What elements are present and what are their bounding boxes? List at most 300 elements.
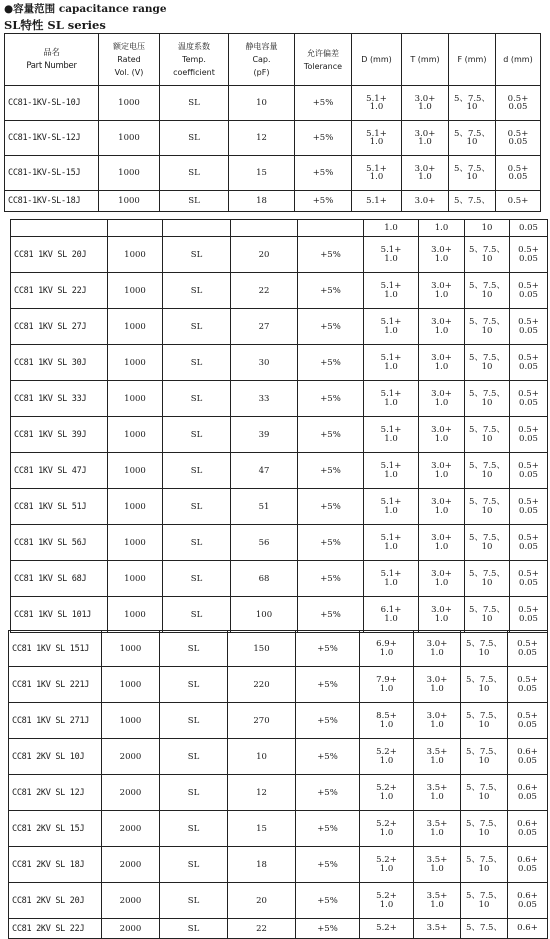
- t-dimension-cell-tolerance: 1.0: [430, 647, 444, 658]
- carry-over-row: [11, 220, 548, 237]
- t-dimension-cell: [414, 811, 461, 847]
- temp-coefficient-cell: SL: [163, 417, 231, 453]
- table-row: [11, 381, 548, 417]
- f-spacing-cell: [449, 121, 496, 156]
- d-dimension-cell: [364, 345, 419, 381]
- capacitance-cell: 20: [228, 883, 296, 919]
- t-dimension-cell-value: 3.5+: [426, 855, 448, 865]
- capacitance-cell: 12: [228, 775, 296, 811]
- d-dimension-cell: [364, 453, 419, 489]
- table-body-1: [5, 86, 541, 212]
- d-dimension-cell-value: 5.1+: [380, 281, 402, 291]
- f-spacing-cell-value: 5、7.5、: [454, 128, 490, 139]
- temp-coefficient-cell: SL: [160, 739, 228, 775]
- f-spacing-cell-tolerance: 10: [478, 647, 490, 658]
- f-spacing-cell: [461, 883, 508, 919]
- t-dimension-cell-tolerance: 1.0: [418, 102, 432, 112]
- lead-diameter-cell-tolerance: 0.05: [519, 613, 538, 624]
- section-title: ●容量范围 capacitance range: [4, 3, 167, 15]
- lead-diameter-cell-value: 0.5+: [507, 195, 529, 206]
- d-dimension-cell: [360, 739, 414, 775]
- table-row: [9, 847, 548, 883]
- rated-voltage-cell: 2000: [102, 847, 160, 883]
- capacitance-cell: 39: [231, 417, 298, 453]
- d-dimension-cell-tolerance: 1.0: [379, 647, 394, 658]
- carry-lead-d: 0.05: [510, 220, 548, 237]
- f-spacing-cell-value: 5、7.5、: [454, 195, 490, 206]
- t-dimension-cell: [419, 345, 465, 381]
- lead-diameter-cell-value: 0.5+: [518, 281, 539, 291]
- lead-diameter-cell: [508, 811, 548, 847]
- d-dimension-cell-tolerance: 1.0: [379, 899, 394, 910]
- f-spacing-cell-value: 5、7.5、: [466, 711, 502, 721]
- d-dimension-cell-tolerance: 1.0: [384, 577, 398, 588]
- tolerance-cell: +5%: [296, 775, 360, 811]
- temp-coefficient-cell: SL: [160, 156, 229, 191]
- table-body-2: [11, 220, 548, 633]
- t-dimension-cell-tolerance: 1.0: [434, 577, 449, 588]
- capacitance-cell: 56: [231, 525, 298, 561]
- f-spacing-cell: [461, 631, 508, 667]
- tolerance-cell: +5%: [295, 86, 352, 121]
- part-number-cell: CC81-1KV-SL-12J: [5, 121, 99, 156]
- lead-diameter-cell-tolerance: 0.05: [518, 647, 537, 658]
- f-spacing-cell: [465, 273, 510, 309]
- lead-diameter-cell-value: 0.5+: [507, 163, 529, 174]
- f-spacing-cell-value: 5、7.5、: [469, 461, 505, 471]
- t-dimension-cell-value: 3.0+: [431, 605, 452, 615]
- tolerance-cell: +5%: [296, 919, 360, 939]
- carry-d: 1.0: [364, 220, 419, 237]
- tolerance-cell: +5%: [296, 847, 360, 883]
- d-dimension-cell-value: 5.1+: [380, 245, 402, 255]
- part-number-cell: CC81 2KV SL 22J: [9, 919, 102, 939]
- part-number-cell: CC81 2KV SL 15J: [9, 811, 102, 847]
- table-row: [9, 919, 548, 939]
- lead-diameter-cell-tolerance: 0.05: [508, 102, 528, 112]
- lead-diameter-cell: [508, 703, 548, 739]
- lead-diameter-cell-value: 0.5+: [518, 569, 539, 579]
- lead-diameter-cell: [510, 309, 548, 345]
- tolerance-cell: +5%: [298, 237, 364, 273]
- lead-diameter-cell-value: 0.5+: [517, 711, 538, 721]
- f-spacing-cell: [449, 156, 496, 191]
- t-dimension-cell-value: 3.0+: [431, 317, 452, 327]
- temp-coefficient-cell: SL: [163, 381, 231, 417]
- f-spacing-cell: [465, 561, 510, 597]
- t-dimension-cell: [419, 417, 465, 453]
- d-dimension-cell: [360, 919, 414, 939]
- rated-voltage-cell: 2000: [102, 883, 160, 919]
- t-dimension-cell: [414, 703, 461, 739]
- f-spacing-cell-tolerance: 10: [478, 719, 490, 730]
- d-dimension-cell: [364, 525, 419, 561]
- lead-diameter-cell: [510, 525, 548, 561]
- col-rated-voltage: 额定电压 Rated Vol. (V): [99, 34, 160, 86]
- d-dimension-cell-value: 8.5+: [376, 711, 397, 721]
- rated-voltage-cell: 1000: [108, 237, 163, 273]
- table-row: [9, 739, 548, 775]
- t-dimension-cell: [419, 489, 465, 525]
- lead-diameter-cell-value: 0.5+: [518, 317, 539, 327]
- lead-diameter-cell-tolerance: 0.05: [519, 541, 538, 552]
- lead-diameter-cell: [510, 597, 548, 633]
- f-spacing-cell: [465, 417, 510, 453]
- tolerance-cell: +5%: [295, 121, 352, 156]
- d-dimension-cell-value: 5.1+: [380, 389, 402, 399]
- lead-diameter-cell-value: 0.5+: [518, 245, 539, 255]
- tolerance-cell: +5%: [295, 156, 352, 191]
- f-spacing-cell-value: 5、7.5、: [466, 639, 502, 649]
- f-spacing-cell-value: 5、7.5、: [466, 891, 502, 901]
- part-number-cell: CC81 1KV SL 56J: [11, 525, 108, 561]
- t-dimension-cell-value: 3.0+: [426, 711, 448, 721]
- d-dimension-cell-value: 5.1+: [380, 425, 402, 435]
- d-dimension-cell-value: 7.9+: [376, 675, 397, 685]
- capacitance-table-1: [4, 33, 541, 212]
- part-number-cell: CC81-1KV-SL-10J: [5, 86, 99, 121]
- table-row: [9, 667, 548, 703]
- lead-diameter-cell-value: 0.5+: [517, 639, 538, 649]
- t-dimension-cell: [419, 561, 465, 597]
- rated-voltage-cell: 1000: [108, 417, 163, 453]
- rated-voltage-cell: 1000: [102, 631, 160, 667]
- part-number-cell: CC81 1KV SL 39J: [11, 417, 108, 453]
- col-lead-d-mm: d (mm): [496, 34, 541, 86]
- f-spacing-cell-tolerance: 10: [466, 137, 478, 147]
- d-dimension-cell: [352, 191, 402, 212]
- temp-coefficient-cell: SL: [160, 667, 228, 703]
- d-dimension-cell-value: 5.2+: [376, 855, 397, 865]
- tolerance-cell: +5%: [298, 417, 364, 453]
- rated-voltage-cell: 1000: [108, 597, 163, 633]
- t-dimension-cell-tolerance: 1.0: [430, 827, 444, 838]
- f-spacing-cell: [465, 309, 510, 345]
- f-spacing-cell: [461, 919, 508, 939]
- f-spacing-cell: [461, 667, 508, 703]
- capacitance-cell: 22: [231, 273, 298, 309]
- d-dimension-cell-tolerance: 1.0: [379, 755, 394, 766]
- t-dimension-cell-value: 3.5+: [426, 747, 448, 757]
- lead-diameter-cell: [496, 156, 541, 191]
- table-row: [11, 453, 548, 489]
- f-spacing-cell: [465, 237, 510, 273]
- t-dimension-cell-value: 3.0+: [431, 353, 452, 363]
- f-spacing-cell-value: 5、7.5、: [469, 317, 505, 327]
- t-dimension-cell-value: 3.0+: [431, 245, 452, 255]
- f-spacing-cell-tolerance: 10: [481, 505, 493, 516]
- lead-diameter-cell-value: 0.5+: [517, 675, 538, 685]
- temp-coefficient-cell: SL: [163, 273, 231, 309]
- f-spacing-cell-tolerance: 10: [478, 863, 490, 874]
- lead-diameter-cell-value: 0.5+: [518, 425, 539, 435]
- rated-voltage-cell: 1000: [108, 489, 163, 525]
- rated-voltage-cell: 2000: [102, 775, 160, 811]
- f-spacing-cell: [465, 489, 510, 525]
- f-spacing-cell-value: 5、7.5、: [466, 783, 502, 793]
- capacitance-cell: 270: [228, 703, 296, 739]
- d-dimension-cell-value: 5.2+: [376, 747, 397, 757]
- t-dimension-cell: [414, 847, 461, 883]
- table-row: [11, 309, 548, 345]
- f-spacing-cell: [465, 345, 510, 381]
- t-dimension-cell-tolerance: 1.0: [434, 325, 449, 336]
- lead-diameter-cell: [510, 453, 548, 489]
- f-spacing-cell: [465, 597, 510, 633]
- f-spacing-cell-tolerance: 10: [466, 102, 478, 112]
- lead-diameter-cell: [510, 237, 548, 273]
- rated-voltage-cell: 1000: [108, 453, 163, 489]
- d-dimension-cell-tolerance: 1.0: [384, 469, 398, 480]
- tolerance-cell: +5%: [296, 811, 360, 847]
- lead-diameter-cell-value: 0.6+: [517, 819, 538, 829]
- tolerance-cell: +5%: [298, 561, 364, 597]
- table-row: [9, 811, 548, 847]
- f-spacing-cell: [461, 847, 508, 883]
- lead-diameter-cell-tolerance: 0.05: [519, 469, 538, 480]
- d-dimension-cell-tolerance: 1.0: [384, 289, 398, 300]
- capacitance-cell: 10: [228, 739, 296, 775]
- temp-coefficient-cell: SL: [160, 811, 228, 847]
- d-dimension-cell-tolerance: 1.0: [384, 613, 398, 624]
- capacitance-cell: 68: [231, 561, 298, 597]
- temp-coefficient-cell: SL: [160, 775, 228, 811]
- t-dimension-cell-value: 3.0+: [431, 533, 452, 543]
- tolerance-cell: +5%: [296, 631, 360, 667]
- f-spacing-cell-tolerance: 10: [478, 755, 490, 766]
- f-spacing-cell-tolerance: 10: [478, 827, 490, 838]
- lead-diameter-cell-tolerance: 0.05: [519, 433, 538, 444]
- lead-diameter-cell: [510, 273, 548, 309]
- table-row: [11, 345, 548, 381]
- t-dimension-cell-value: 3.0+: [431, 461, 452, 471]
- lead-diameter-cell-value: 0.5+: [518, 389, 539, 399]
- d-dimension-cell-value: 5.1+: [366, 93, 387, 104]
- lead-diameter-cell-tolerance: 0.05: [519, 325, 538, 336]
- capacitance-cell: 33: [231, 381, 298, 417]
- f-spacing-cell-tolerance: 10: [481, 397, 493, 408]
- tolerance-cell: +5%: [298, 309, 364, 345]
- rated-voltage-cell: 1000: [99, 86, 160, 121]
- t-dimension-cell: [402, 191, 449, 212]
- carry-t: 1.0: [419, 220, 465, 237]
- table-row: [9, 883, 548, 919]
- lead-diameter-cell-value: 0.5+: [507, 93, 529, 104]
- d-dimension-cell-value: 5.1+: [366, 163, 387, 174]
- f-spacing-cell: [461, 703, 508, 739]
- f-spacing-cell-tolerance: 10: [478, 791, 490, 802]
- f-spacing-cell-value: 5、7.5、: [454, 163, 490, 174]
- table-row: [11, 237, 548, 273]
- d-dimension-cell: [360, 631, 414, 667]
- d-dimension-cell: [352, 156, 402, 191]
- t-dimension-cell: [402, 156, 449, 191]
- f-spacing-cell-value: 5、7.5、: [466, 747, 502, 757]
- f-spacing-cell-value: 5、7.5、: [466, 923, 502, 934]
- part-number-cell: CC81 2KV SL 18J: [9, 847, 102, 883]
- temp-coefficient-cell: SL: [160, 703, 228, 739]
- t-dimension-cell-value: 3.0+: [431, 281, 452, 291]
- d-dimension-cell-value: 5.1+: [366, 128, 387, 139]
- table-row: [5, 86, 541, 121]
- capacitance-cell: 220: [228, 667, 296, 703]
- t-dimension-cell-value: 3.5+: [426, 891, 448, 901]
- lead-diameter-cell-tolerance: 0.05: [518, 755, 537, 766]
- t-dimension-cell: [414, 883, 461, 919]
- lead-diameter-cell: [510, 561, 548, 597]
- part-number-cell: CC81 1KV SL 68J: [11, 561, 108, 597]
- part-number-cell: CC81 1KV SL 27J: [11, 309, 108, 345]
- d-dimension-cell-value: 5.1+: [380, 533, 402, 543]
- d-dimension-cell: [352, 121, 402, 156]
- d-dimension-cell-value: 5.2+: [376, 783, 397, 793]
- part-number-cell: CC81 2KV SL 20J: [9, 883, 102, 919]
- table-row: [11, 273, 548, 309]
- t-dimension-cell-value: 3.0+: [431, 497, 452, 507]
- series-title: SL特性 SL series: [4, 18, 106, 32]
- t-dimension-cell-value: 3.0+: [426, 675, 448, 685]
- capacitance-cell: 12: [229, 121, 295, 156]
- t-dimension-cell: [414, 739, 461, 775]
- col-t-mm: T (mm): [402, 34, 449, 86]
- f-spacing-cell-tolerance: 10: [481, 541, 493, 552]
- rated-voltage-cell: 1000: [108, 561, 163, 597]
- lead-diameter-cell-tolerance: 0.05: [518, 791, 537, 802]
- t-dimension-cell-tolerance: 1.0: [434, 541, 449, 552]
- f-spacing-cell: [465, 525, 510, 561]
- d-dimension-cell: [364, 237, 419, 273]
- d-dimension-cell-value: 5.2+: [376, 819, 397, 829]
- lead-diameter-cell-tolerance: 0.05: [518, 683, 537, 694]
- capacitance-cell: 18: [228, 847, 296, 883]
- f-spacing-cell: [465, 381, 510, 417]
- t-dimension-cell: [419, 597, 465, 633]
- lead-diameter-cell-value: 0.6+: [517, 855, 538, 865]
- t-dimension-cell-tolerance: 1.0: [434, 469, 449, 480]
- lead-diameter-cell-value: 0.6+: [517, 783, 538, 793]
- f-spacing-cell: [449, 86, 496, 121]
- tolerance-cell: +5%: [298, 597, 364, 633]
- capacitance-cell: 10: [229, 86, 295, 121]
- rated-voltage-cell: 1000: [99, 121, 160, 156]
- part-number-cell: CC81 1KV SL 151J: [9, 631, 102, 667]
- carry-f: 10: [465, 220, 510, 237]
- table-row: [11, 417, 548, 453]
- d-dimension-cell: [364, 597, 419, 633]
- f-spacing-cell-value: 5、7.5、: [469, 533, 505, 543]
- rated-voltage-cell: 1000: [108, 273, 163, 309]
- col-part-number: 品名 Part Number: [5, 34, 99, 86]
- col-tolerance: 允许偏差 Tolerance: [295, 34, 352, 86]
- d-dimension-cell-tolerance: 1.0: [384, 325, 398, 336]
- temp-coefficient-cell: SL: [163, 453, 231, 489]
- t-dimension-cell: [419, 525, 465, 561]
- t-dimension-cell: [414, 919, 461, 939]
- t-dimension-cell-tolerance: 1.0: [434, 289, 449, 300]
- col-capacitance: 静电容量 Cap. (pF): [229, 34, 295, 86]
- d-dimension-cell: [352, 86, 402, 121]
- part-number-cell: CC81-1KV-SL-18J: [5, 191, 99, 212]
- table-row: [11, 597, 548, 633]
- temp-coefficient-cell: SL: [160, 191, 229, 212]
- t-dimension-cell-value: 3.0+: [431, 389, 452, 399]
- lead-diameter-cell: [508, 631, 548, 667]
- d-dimension-cell: [364, 381, 419, 417]
- table-row: [9, 775, 548, 811]
- d-dimension-cell: [360, 883, 414, 919]
- t-dimension-cell-tolerance: 1.0: [430, 683, 444, 694]
- rated-voltage-cell: 1000: [108, 525, 163, 561]
- d-dimension-cell-tolerance: 1.0: [369, 172, 384, 182]
- f-spacing-cell-tolerance: 10: [481, 577, 493, 588]
- temp-coefficient-cell: SL: [160, 883, 228, 919]
- lead-diameter-cell-value: 0.6+: [517, 747, 538, 757]
- tolerance-cell: +5%: [298, 345, 364, 381]
- temp-coefficient-cell: SL: [163, 345, 231, 381]
- part-number-cell: CC81 1KV SL 51J: [11, 489, 108, 525]
- t-dimension-cell-tolerance: 1.0: [430, 791, 444, 802]
- f-spacing-cell-tolerance: 10: [478, 899, 490, 910]
- capacitance-cell: 15: [229, 156, 295, 191]
- f-spacing-cell-tolerance: 10: [481, 613, 493, 624]
- t-dimension-cell-value: 3.0+: [414, 128, 436, 139]
- part-number-cell: CC81 2KV SL 10J: [9, 739, 102, 775]
- table-row: [9, 703, 548, 739]
- f-spacing-cell-value: 5、7.5、: [469, 281, 505, 291]
- t-dimension-cell-tolerance: 1.0: [430, 863, 444, 874]
- t-dimension-cell: [419, 309, 465, 345]
- tolerance-cell: +5%: [295, 191, 352, 212]
- capacitance-table-3: [8, 630, 548, 939]
- d-dimension-cell: [360, 811, 414, 847]
- d-dimension-cell-value: 5.1+: [366, 195, 387, 206]
- t-dimension-cell-tolerance: 1.0: [430, 755, 444, 766]
- rated-voltage-cell: 1000: [108, 345, 163, 381]
- f-spacing-cell-value: 5、7.5、: [454, 93, 490, 104]
- lead-diameter-cell: [496, 121, 541, 156]
- part-number-cell: CC81 1KV SL 20J: [11, 237, 108, 273]
- t-dimension-cell-value: 3.0+: [414, 93, 436, 104]
- lead-diameter-cell: [508, 847, 548, 883]
- f-spacing-cell-value: 5、7.5、: [469, 497, 505, 507]
- lead-diameter-cell: [508, 775, 548, 811]
- lead-diameter-cell: [510, 489, 548, 525]
- lead-diameter-cell-value: 0.5+: [518, 605, 539, 615]
- part-number-cell: CC81 1KV SL 22J: [11, 273, 108, 309]
- t-dimension-cell-value: 3.0+: [431, 425, 452, 435]
- part-number-cell: CC81 1KV SL 271J: [9, 703, 102, 739]
- temp-coefficient-cell: SL: [163, 561, 231, 597]
- col-f-mm: F (mm): [449, 34, 496, 86]
- capacitance-cell: 100: [231, 597, 298, 633]
- f-spacing-cell: [449, 191, 496, 212]
- lead-diameter-cell-value: 0.5+: [518, 461, 539, 471]
- rated-voltage-cell: 2000: [102, 811, 160, 847]
- t-dimension-cell: [402, 121, 449, 156]
- col-d-mm: D (mm): [352, 34, 402, 86]
- lead-diameter-cell-tolerance: 0.05: [519, 577, 538, 588]
- t-dimension-cell-tolerance: 1.0: [430, 719, 444, 730]
- t-dimension-cell: [419, 453, 465, 489]
- d-dimension-cell-tolerance: 1.0: [379, 683, 394, 694]
- t-dimension-cell-tolerance: 1.0: [418, 137, 432, 147]
- rated-voltage-cell: 1000: [108, 381, 163, 417]
- d-dimension-cell: [364, 417, 419, 453]
- table-header-row: [5, 34, 541, 86]
- lead-diameter-cell-tolerance: 0.05: [518, 827, 537, 838]
- d-dimension-cell-tolerance: 1.0: [379, 863, 394, 874]
- f-spacing-cell-tolerance: 10: [481, 325, 493, 336]
